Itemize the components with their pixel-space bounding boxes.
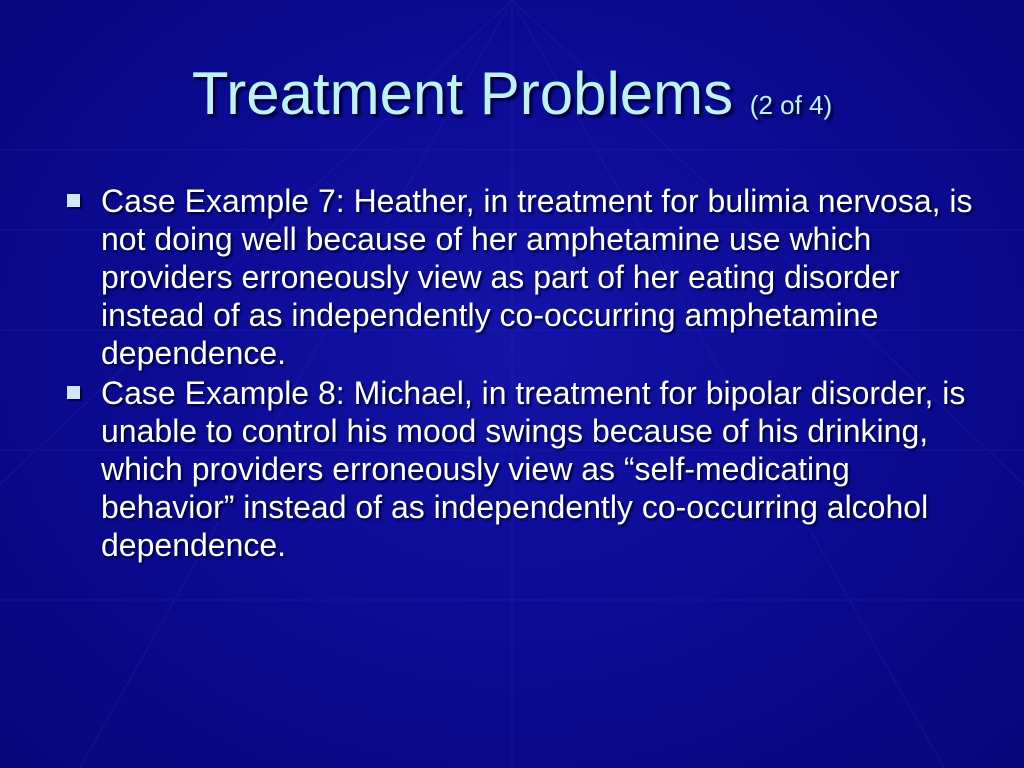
title-subtitle: (2 of 4) (749, 90, 833, 120)
bullet-item (64, 374, 984, 564)
title-main: Treatment Problems (191, 60, 734, 127)
bullet-list (64, 182, 984, 566)
bullet-text: Case Example 7: Heather, in treatment for bulimia nervosa, is not doing well because of her amphetamine use which providers erroneously view as part of her eating disorder instead of as independently co-occurring amphetamine dependence. (101, 183, 973, 371)
bullet-item (64, 182, 984, 372)
square-bullet-icon (67, 194, 80, 207)
bullet-text: Case Example 8: Michael, in treatment for bipolar disorder, is unable to control his mood swings because of his drinking, which providers erroneously view as “self-medicating behavior” instead of as independently co-occurring alcohol dependence. (101, 375, 966, 563)
square-bullet-icon (67, 386, 80, 399)
slide-title (0, 58, 1024, 141)
